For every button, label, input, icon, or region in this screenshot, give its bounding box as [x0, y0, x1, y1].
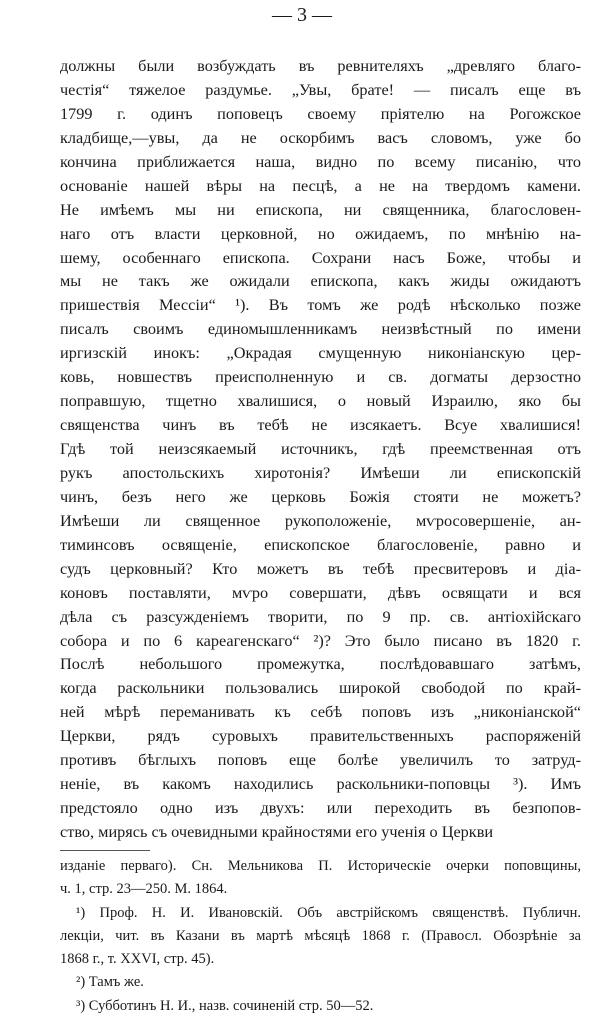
footnote-line: ²) Тамъ же.	[76, 974, 144, 991]
text-line: предстояло одно изъ двухъ: или переходить въ безпопов-	[60, 799, 581, 818]
footnote-line: изданіе перваго). Сн. Мельникова П. Историческіе очерки поповщины,	[60, 858, 581, 874]
footnote-line: ч. 1, стр. 23—250. М. 1864.	[60, 881, 228, 898]
text-line: священства чинъ въ тебѣ не изсякаетъ. Всуе хвалишися!	[60, 416, 581, 435]
text-line: чинъ, безъ него же церковь Божія стояти не можетъ?	[60, 487, 581, 506]
text-line: Церкви, рядъ суровыхъ правительственныхъ распоряженій	[60, 727, 581, 746]
text-line: судъ церковный? Кто можетъ въ тебѣ пресвитеровъ и діа-	[60, 559, 581, 578]
text-line: Гдѣ той неизсякаемый источникъ, гдѣ преемственная отъ	[60, 440, 581, 458]
footnote-line: ³) Субботинъ Н. И., назв. сочиненій стр. 50—52.	[76, 997, 374, 1014]
text-line: ство, мирясь съ очевидными крайностями его ученія о Церкви	[60, 823, 494, 841]
text-line: неніе, въ какомъ находились раскольники-поповцы ³). Имъ	[60, 775, 581, 794]
text-line: кладбище,—увы, да не оскорбимъ васъ словомъ, уже бо	[60, 128, 581, 147]
text-line: Послѣ небольшого промежутка, послѣдовавшаго затѣмъ,	[60, 655, 581, 674]
text-line: рукъ апостольскихъ хиротонія? Имѣеши ли епископскій	[60, 463, 581, 482]
text-line: иргизскій инокъ: „Окрадая смущенную никоніанскую цер-	[60, 344, 581, 363]
text-line: ковь, новшествъ преисполненную и св. догматы дерзостно	[60, 368, 581, 387]
text-line: Имѣеши ли священное рукоположеніе, мѵросовершеніе, ан-	[60, 511, 581, 530]
footnote-separator	[60, 850, 150, 851]
text-line: должны были возбуждать въ ревнителяхъ „древляго благо-	[60, 57, 581, 75]
text-line: пришествія Мессіи“ ¹). Въ томъ же родѣ нѣсколько позже	[60, 296, 581, 315]
text-line: собора и по 6 кареагенскаго“ ²)? Это было писано въ 1820 г.	[60, 631, 581, 650]
text-line: 1799 г. одинъ поповецъ своему пріятелю на Рогожское	[60, 104, 581, 123]
text-line: шему, особеннаго епископа. Сохрани насъ Боже, чтобы и	[60, 248, 581, 267]
text-line: ней мѣрѣ переманивать къ себѣ поповъ изъ „никоніанской“	[60, 703, 581, 722]
text-line: основаніе нашей вѣры на песцѣ, а не на твердомъ камени.	[60, 176, 581, 195]
text-line: поправшую, тщетно хвалишися, о новый Израилю, яко бы	[60, 392, 581, 411]
text-line: писалъ своимъ единомышленникамъ неизвѣстный по имени	[60, 320, 581, 339]
text-line: мы не такъ же ожидали епископа, какъ жиды ожидаютъ	[60, 272, 581, 291]
text-line: Не имѣемъ мы ни епископа, ни священника, благословен-	[60, 200, 581, 219]
text-line: дѣла съ разсужденіемъ творити, по 9 пр. св. антіохійскаго	[60, 607, 581, 626]
text-line: когда раскольники пользовались широкой свободой по край-	[60, 679, 581, 698]
text-line: наго отъ власти церковной, но ожидаемъ, по мнѣнію на-	[60, 224, 581, 243]
text-line: честія“ тяжелое раздумье. „Увы, брате! — писалъ еще въ	[60, 80, 581, 99]
text-line: коновъ поставляти, мѵро совершати, дѣвъ освящати и вся	[60, 583, 581, 602]
footnotes	[60, 855, 581, 1018]
text-line: кончина приближается наша, видно по всему писанію, что	[60, 152, 581, 171]
main-text	[60, 55, 581, 845]
text-line: тиминсовъ освященіе, епископское благословеніе, равно и	[60, 535, 581, 554]
footnote-line: лекціи, чит. въ Казани въ мартѣ мѣсяцѣ 1868 г. (Правосл. Обозрѣніе за	[60, 927, 581, 944]
footnote-line: ¹) Проф. Н. И. Ивановскій. Объ австрійскомъ священствѣ. Публичн.	[76, 904, 581, 921]
page-number: — 3 —	[272, 4, 332, 26]
text-line: противъ бѣглыхъ поповъ еще болѣе увеличилъ то затруд-	[60, 751, 581, 770]
footnote-line: 1868 г., т. XXVI, стр. 45).	[60, 951, 215, 968]
